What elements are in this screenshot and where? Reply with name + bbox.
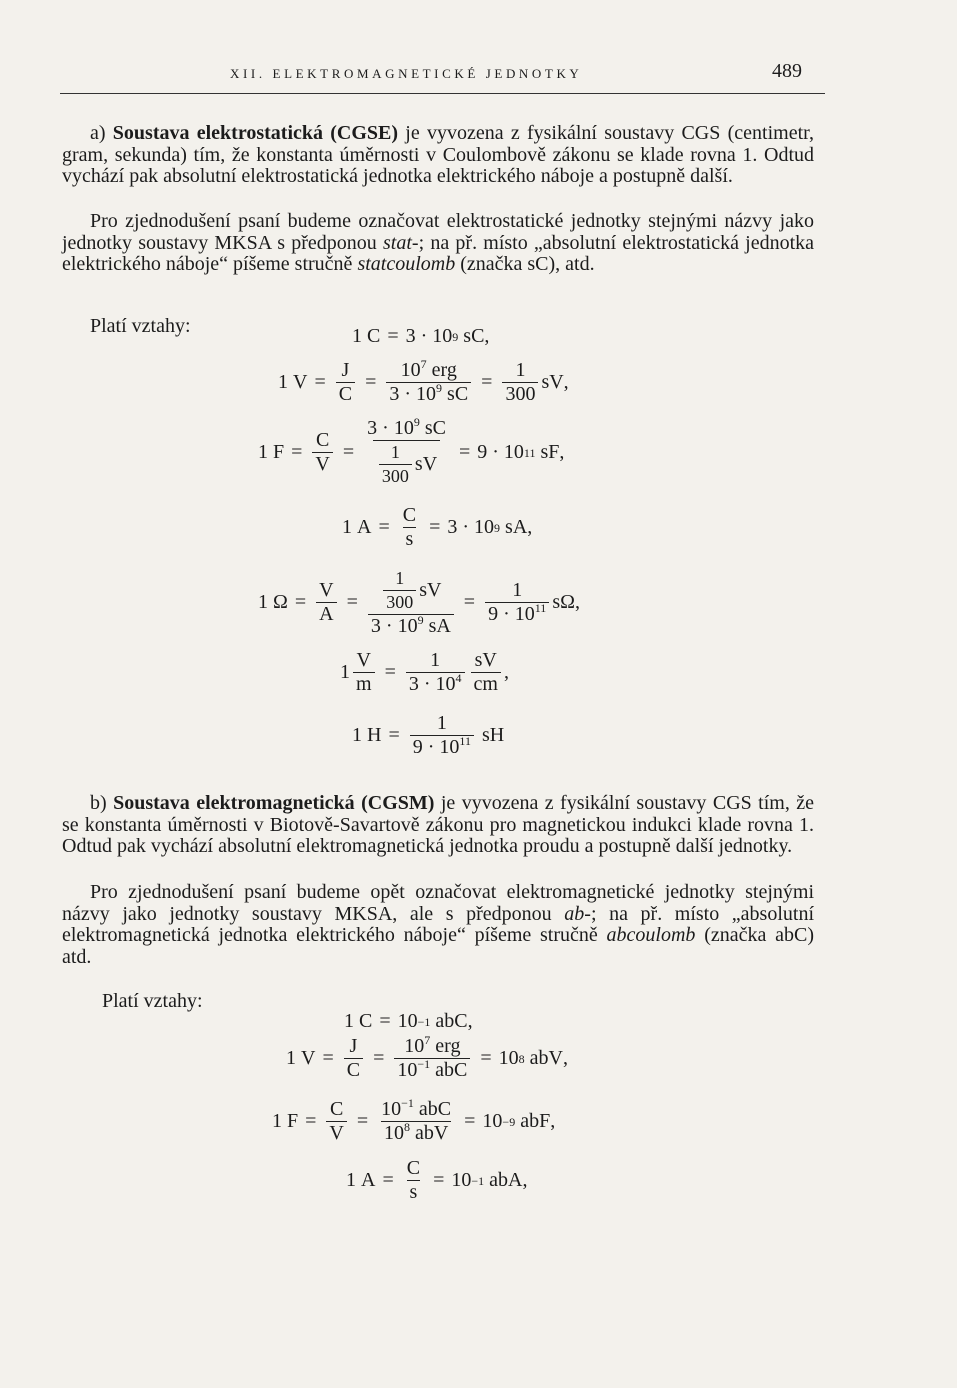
fraction: $\frac{sV}{cm}$ [471,650,501,695]
fraction: $\frac{10^7 erg}{3 \cdot 10^9 sC}$ [386,360,471,405]
equation-coulomb-statc: 1 C = 3 · 10 9 sC , [352,325,490,347]
fraction: $\frac{1}{9 \cdot 10^{11}}$ [485,580,549,625]
relations-label-b: Platí vztahy: [102,990,203,1012]
section-a-text: je vyvozena z fysikální soustavy CGS (centimetr, gram, sekunda) tím, že konstanta úměrnosti v Coulombově zákonu se klade rovna 1. Odtud vychází pak absolutní elektrostatická jednotka elektrického náboje a postupně další. [62,122,815,188]
fraction: $\frac{1}{300}$ [502,360,538,405]
prefix-ab: ab- [564,902,591,925]
section-b-paragraph-1 [62,793,814,858]
fraction: $\frac{1}{300}$ sV $3 \cdot 10^9$ sA [368,568,454,637]
section-a-paragraph-2: Pro zjednodušení psaní budeme označovat elektrostatické jednotky stejnými názvy jako jednotky soustavy MKSA s předponou stat-; na př. místo „absolutní elektrostatická jednotka elektrického náboje“ píšeme stručně statcoulomb (značka sC), atd. [62,210,815,276]
equation-coulomb-abc: 1 C = 10 −1 abC , [344,1010,473,1032]
fraction: $\frac{J}{C}$ [336,360,355,405]
fraction: $\frac{C}{V}$ [312,430,332,475]
fraction: $\frac{1}{3 \cdot 10^4}$ [406,650,465,695]
fraction: $\frac{1}{9 \cdot 10^{11}}$ [410,713,474,758]
running-title: XII. ELEKTROMAGNETICKÉ JEDNOTKY [230,66,583,81]
section-a-heading: Soustava elektrostatická (CGSE) [112,122,399,144]
equation-farad-abf: 1 F = $\frac{C}{V}$ = $\frac{10^{-1} abC}{10^8 abV}$ = 10 −9 abF , [272,1096,556,1144]
equation-ampere-stata: 1 A = $\frac{C}{s}$ = 3 · 10 9 sA , [342,504,533,550]
section-b-heading: Soustava elektromagnetická (CGSM) [113,792,435,814]
equation-volt-per-metre: 1 $\frac{V}{m}$ = $\frac{1}{3 \cdot 10^4}$ $\frac{sV}{cm}$ , [340,649,509,695]
fraction: $\frac{V}{A}$ [316,580,336,625]
fraction: $\frac{C}{V}$ [326,1099,346,1144]
fraction: $\frac{C}{s}$ [406,1157,421,1203]
section-b-text: je vyvozena z fysikální soustavy CGS tím, že se konstanta úměrnosti v Biotově-Savartově zákonu pro magnetickou indukci klade rovna 1. Odtud pak vychází absolutní elektromagnetická jednotka proudu a postupně další jednotky. [62,792,815,858]
relations-label-a: Platí vztahy: [90,315,191,337]
fraction: $3 \cdot 10^9$ sC $\frac{1}{300}$ sV [367,415,446,486]
equation-henry-stath: 1 H = $\frac{1}{9 \cdot 10^{11}}$ sH [352,712,505,758]
fraction: $\frac{V}{m}$ [353,650,375,695]
section-a-marker: a) [90,122,106,144]
header-rule [60,93,825,94]
word-statcoulomb: statcoulomb [357,253,456,276]
page-number: 489 [772,60,802,82]
fraction: $\frac{10^7 erg}{10^{-1} abC}$ [394,1036,470,1081]
equation-volt-statv: 1 V = $\frac{J}{C}$ = $\frac{10^7 erg}{3 \cdot 10^9 sC}$ = $\frac{1}{300}$ sV , [278,357,569,405]
equation-ohm-statohm: 1 Ω = $\frac{V}{A}$ = $\frac{1}{300}$ sV $3 \cdot 10^9$ sA = $\frac{1}{9 \cdot 10^{11}}$ sΩ , [258,568,580,637]
word-abcoulomb: abcoulomb [606,924,696,947]
section-b-marker: b) [90,792,107,814]
equation-ampere-aba: 1 A = $\frac{C}{s}$ = 10 −1 abA , [346,1157,528,1203]
prefix-stat: stat- [383,231,419,254]
section-a-paragraph-1 [62,123,814,188]
equation-volt-abv: 1 V = $\frac{J}{C}$ = $\frac{10^7 erg}{10^{-1} abC}$ = 10 8 abV , [286,1033,568,1081]
section-b-paragraph-2: Pro zjednodušení psaní budeme opět označovat elektromagnetické jednotky stejnými názvy jako jednotky soustavy MKSA, ale s předponou ab-; na př. místo „absolutní elektromagnetická jednotka elektrického náboje“ píšeme stručně abcoulomb (značka abC) atd. [62,881,815,968]
fraction: $\frac{10^{-1} abC}{10^8 abV}$ [381,1096,452,1144]
fraction: $\frac{J}{C}$ [344,1036,363,1081]
equation-farad-statf: 1 F = $\frac{C}{V}$ = $3 \cdot 10^9$ sC $\frac{1}{300}$ sV = 9 · 10 11 sF , [258,415,565,486]
fraction: $\frac{C}{s}$ [402,504,417,550]
